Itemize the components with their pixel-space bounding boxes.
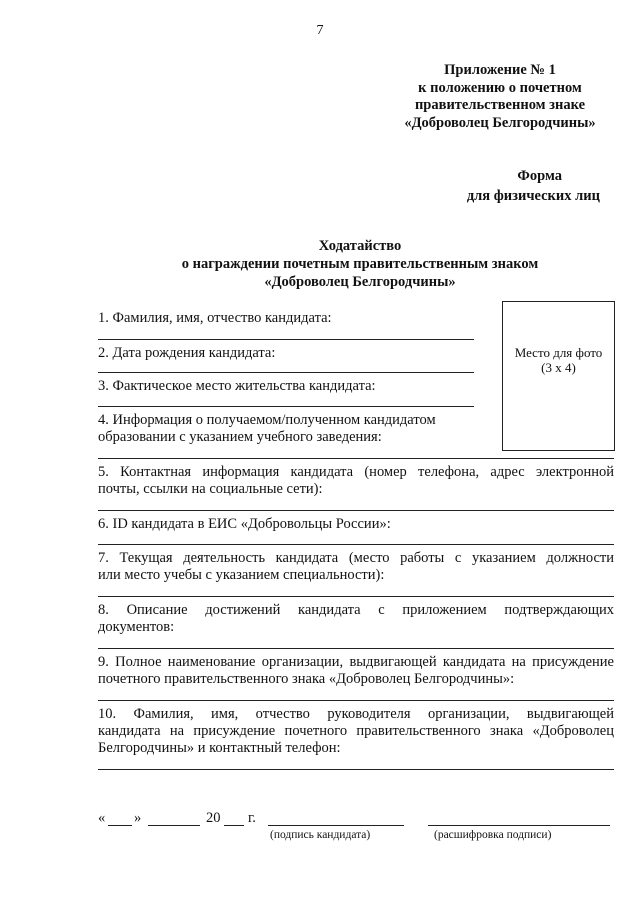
field-6-input-line[interactable] — [98, 544, 614, 545]
date-day-line[interactable] — [108, 825, 132, 826]
field-1-input-line[interactable] — [98, 339, 474, 340]
form-line-2: для физических лиц — [466, 188, 600, 204]
field-7-label-line-2: или место учебы с указанием специальности): — [98, 567, 385, 583]
appendix-line-1: Приложение № 1 — [444, 62, 556, 78]
field-3-label: 3. Фактическое место жительства кандидата: — [98, 378, 376, 394]
form-line-1: Форма — [517, 168, 562, 184]
appendix-line-2: к положению о почетном — [418, 79, 582, 96]
field-10-input-line[interactable] — [98, 769, 614, 770]
date-year-suffix: г. — [248, 810, 256, 826]
field-10-label-line-1: 10. Фамилия, имя, отчество руководителя организации, выдвигающей — [98, 706, 614, 722]
field-9-label-line-2: почетного правительственного знака «Доброволец Белгородчины»: — [98, 671, 515, 687]
field-6-label: 6. ID кандидата в ЕИС «Добровольцы России»: — [98, 516, 391, 532]
photo-size: (3 х 4) — [541, 360, 576, 375]
date-year-prefix: 20 — [206, 810, 221, 826]
field-4-input-line[interactable] — [98, 458, 614, 459]
field-5-input-line[interactable] — [98, 510, 614, 511]
date-close-quote: » — [134, 810, 142, 826]
field-5-label-line-1: 5. Контактная информация кандидата (номер телефона, адрес электронной — [98, 464, 614, 480]
field-9-input-line[interactable] — [98, 700, 614, 701]
field-3-input-line[interactable] — [98, 406, 474, 407]
field-1-label: 1. Фамилия, имя, отчество кандидата: — [98, 310, 332, 326]
field-8-label-line-2: документов: — [98, 619, 175, 635]
photo-placeholder — [502, 301, 615, 451]
field-8-input-line[interactable] — [98, 648, 614, 649]
field-8-label-line-1: 8. Описание достижений кандидата с приложением подтверждающих — [98, 602, 614, 618]
page-number: 7 — [316, 23, 324, 38]
title-line-2: о награждении почетным правительственным знаком — [181, 256, 539, 272]
date-open-quote: « — [98, 810, 106, 826]
field-10-label-line-3: Белгородчины» и контактный телефон: — [98, 740, 341, 756]
field-10-label-line-2: кандидата на присуждение почетного правительственного знака «Доброволец — [98, 723, 614, 739]
form-label — [467, 166, 600, 206]
date-month-line[interactable] — [148, 825, 200, 826]
field-4-label-line-1: 4. Информация о получаемом/полученном кандидатом — [98, 412, 436, 428]
date-year-line[interactable] — [224, 825, 244, 826]
signature-line[interactable] — [268, 825, 404, 826]
appendix-line-3: правительственном знаке — [414, 97, 586, 113]
title-line-1: Ходатайство — [318, 238, 402, 254]
document-title — [0, 237, 640, 291]
title-line-3: «Доброволец Белгородчины» — [264, 274, 456, 290]
decoding-caption: (расшифровка подписи) — [434, 829, 552, 841]
field-7-label-line-1: 7. Текущая деятельность кандидата (место работы с указанием должности — [98, 550, 614, 566]
field-9-label-line-1: 9. Полное наименование организации, выдвигающей кандидата на присуждение — [98, 654, 614, 670]
photo-label: Место для фото — [514, 345, 603, 360]
field-4-label-line-2: образовании с указанием учебного заведения: — [98, 429, 382, 445]
signature-caption: (подпись кандидата) — [270, 829, 371, 841]
signature-decoding-line[interactable] — [428, 825, 610, 826]
field-5-label-line-2: почты, ссылки на социальные сети): — [98, 481, 323, 497]
field-2-label: 2. Дата рождения кандидата: — [98, 345, 276, 361]
appendix-header — [380, 62, 620, 132]
field-7-input-line[interactable] — [98, 596, 614, 597]
appendix-line-4: «Доброволец Белгородчины» — [404, 114, 596, 131]
field-2-input-line[interactable] — [98, 372, 474, 373]
